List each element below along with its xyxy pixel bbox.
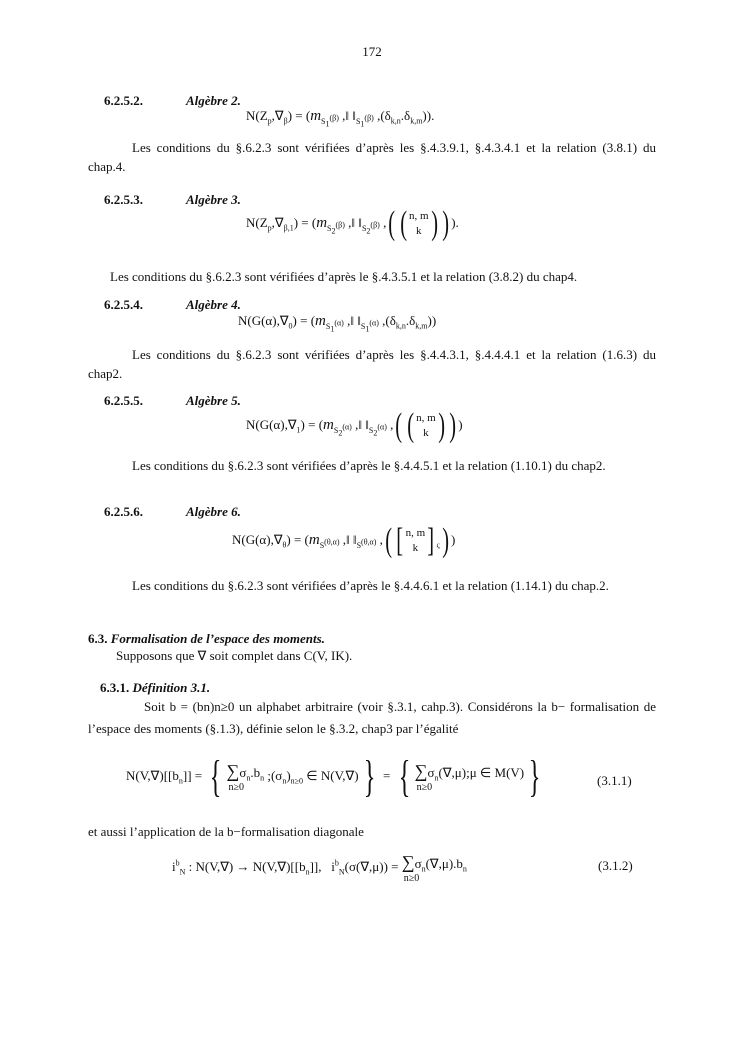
paragraph-6-2-5-2: Les conditions du §.6.2.3 sont vérifiées d’après les §.4.3.9.1, §.4.3.4.1 et la relation (3.8.1) du chap.4. (88, 140, 656, 174)
equation-6-2-5-3: $N(Z_p,\nabla_{\beta,1}) = (m_{S_2^{(\beta)}}$ ,‖ $‖_{S_2^{(\beta)}}$ ,( ( n, m k ) ) ). (246, 205, 459, 242)
section-heading-6-3-1 (100, 680, 210, 696)
section-heading-6-2-5-5 (104, 393, 241, 409)
page-number: 172 (362, 44, 382, 59)
paragraph-6-2-5-4: Les conditions du §.6.2.3 sont vérifiées d’après les §.4.4.3.1, §.4.4.4.1 et la relation (1.6.3) du chap2. (88, 347, 656, 381)
section-heading-6-2-5-6 (104, 504, 241, 520)
equation-6-2-5-4: $N(G(\alpha),\nabla_0) = (m_{S_1^{(\alpha)}}$ ,‖ $‖_{S_1^{(\alpha)}}$ $,(\delta_{k,n}.\delta_{k,m})$) (238, 313, 437, 334)
paragraph-between-equations: et aussi l’application de la b−formalisation diagonale (88, 824, 364, 839)
section-6-3-intro: Supposons que ∇ soit complet dans C(V, IK). (116, 648, 353, 663)
section-title: Algèbre 5. (186, 393, 241, 408)
paragraph-definition-3-1: Soit b = (bn)n≥0 un alphabet arbitraire (voir §.3.1, cahp.3). Considérons la b− formalisation de l’espace des moments (§.1.3), définie selon le §.3.2, chap3 par l’égalité (88, 699, 656, 736)
section-number: 6.2.5.4. (104, 297, 143, 312)
equation-6-2-5-2: $N(Z_p,\nabla_\beta) = (m_{S_1^{(\beta)}}$ ,‖ $‖_{S_1^{(\beta)}}$ $,(\delta_{k,n}.\delta_{k,m})$). (246, 108, 435, 129)
paragraph-6-2-5-3: Les conditions du §.6.2.3 sont vérifiées d’après le §.4.3.5.1 et la relation (3.8.2) du chap4. (110, 269, 578, 284)
section-title: Formalisation de l’espace des moments. (110, 631, 325, 646)
paragraph-6-2-5-5: Les conditions du §.6.2.3 sont vérifiées d’après le §.4.4.5.1 et la relation (1.10.1) du chap2. (132, 458, 606, 473)
section-heading-6-2-5-3 (104, 192, 241, 208)
equation-number-3-1-1: (3.1.1) (597, 773, 632, 788)
section-heading-6-3 (88, 631, 325, 647)
section-number: 6.3. (88, 631, 108, 646)
paragraph-6-2-5-6: Les conditions du §.6.2.3 sont vérifiées d’après le §.4.4.6.1 et la relation (1.14.1) du chap.2. (132, 578, 609, 593)
section-title: Définition 3.1. (132, 680, 211, 695)
equation-6-2-5-5: $N(G(\alpha),\nabla_1) = (m_{S_2^{(\alpha)}}$ ,‖ $‖_{S_2^{(\alpha)}}$ ,( ( n, m k ) ) ) (246, 407, 463, 444)
section-title: Algèbre 6. (186, 504, 241, 519)
section-title: Algèbre 2. (186, 93, 241, 108)
section-number: 6.2.5.5. (104, 393, 143, 408)
section-number: 6.3.1. (100, 680, 130, 695)
section-number: 6.2.5.2. (104, 93, 143, 108)
section-number: 6.2.5.3. (104, 192, 143, 207)
equation-3-1-2: $i^b_N$ : $N(V,\nabla) \to N(V,\nabla)[[b_n]]$, $i^b_N(\sigma(\nabla,\mu)) = \sum\sigma_n(\nabla,\mu).b_n$ n≥0 (172, 852, 467, 884)
section-title: Algèbre 3. (186, 192, 241, 207)
section-heading-6-2-5-2 (104, 93, 241, 109)
equation-3-1-1: $N(V,\nabla)[[b_n]]$ = { $\sum\sigma_n.b_n$ n≥0 $;(\sigma_n)_{n\ge 0}$ ∈ N(V,∇) } = { $\sum\sigma_n(\nabla,\mu);\mu$ ∈ M(V) n≥0 } (126, 752, 541, 801)
section-title: Algèbre 4. (186, 297, 241, 312)
equation-6-2-5-6: $N(G(\alpha),\nabla_\theta) = (m_{S^{(\theta,\alpha)}}$ ,‖ $‖_{S^{(\theta,\alpha)}}$ ,( [ n, m k ] $_\varsigma$) ) (232, 522, 456, 559)
section-heading-6-2-5-4 (104, 297, 241, 313)
section-number: 6.2.5.6. (104, 504, 143, 519)
equation-number-3-1-2: (3.1.2) (598, 858, 633, 873)
